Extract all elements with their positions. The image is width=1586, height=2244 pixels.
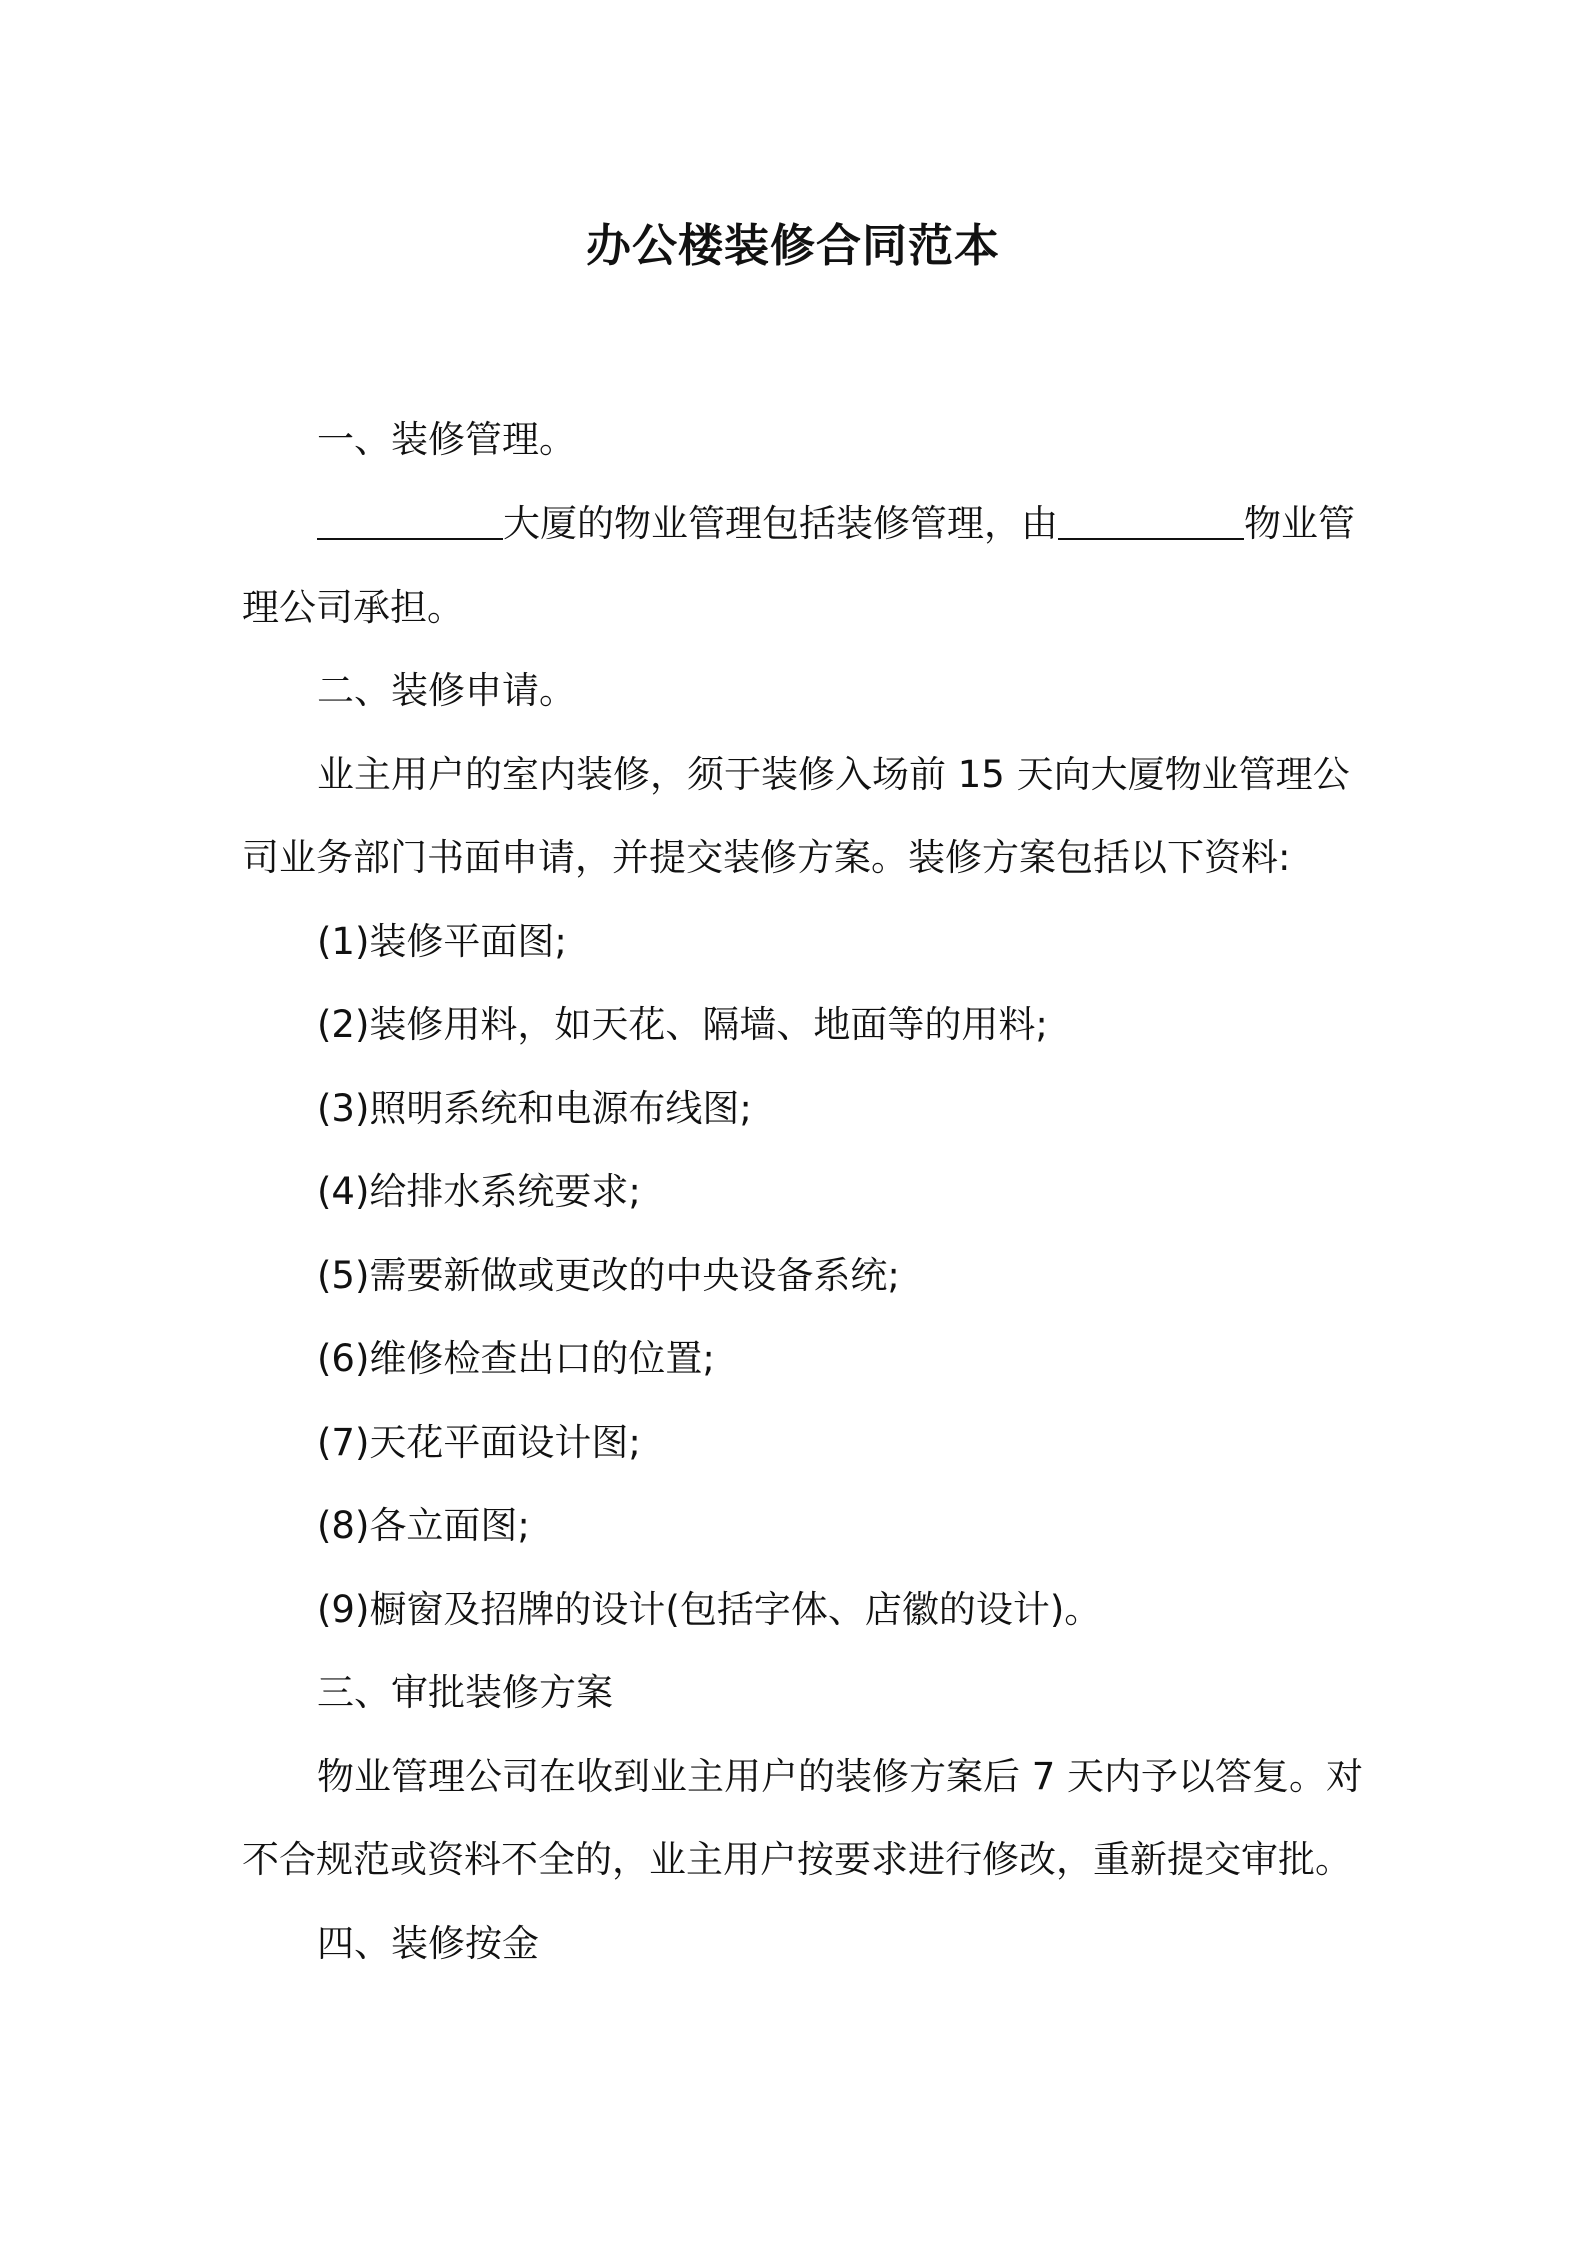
paragraph-line: 理公司承担。: [242, 586, 464, 629]
list-item: (5)需要新做或更改的中央设备系统;: [317, 1254, 900, 1297]
list-item: (2)装修用料，如天花、隔墙、地面等的用料;: [317, 1003, 1048, 1046]
fill-in-blank: [1058, 498, 1244, 540]
paragraph-line: 物业管理公司在收到业主用户的装修方案后 7 天内予以答复。对: [317, 1755, 1364, 1798]
list-item: (8)各立面图;: [317, 1504, 530, 1547]
paragraph-line: 不合规范或资料不全的，业主用户按要求进行修改，重新提交审批。: [242, 1838, 1352, 1881]
section-heading-3: 三、审批装修方案: [317, 1671, 613, 1714]
list-item: (9)橱窗及招牌的设计(包括字体、店徽的设计)。: [317, 1588, 1102, 1631]
section-heading-1: 一、装修管理。: [317, 418, 576, 461]
paragraph-line: 司业务部门书面申请，并提交装修方案。装修方案包括以下资料:: [242, 836, 1291, 879]
list-item: (3)照明系统和电源布线图;: [317, 1087, 752, 1130]
list-item: (1)装修平面图;: [317, 920, 567, 963]
section-heading-4: 四、装修按金: [317, 1922, 539, 1965]
paragraph-line: 业主用户的室内装修，须于装修入场前 15 天向大厦物业管理公: [317, 753, 1350, 796]
section-heading-2: 二、装修申请。: [317, 669, 576, 712]
list-item: (7)天花平面设计图;: [317, 1421, 641, 1464]
paragraph-line: [317, 498, 1355, 550]
paragraph-text: 物业管: [1244, 502, 1355, 545]
document-title: 办公楼装修合同范本: [585, 219, 1000, 272]
list-item: (6)维修检查出口的位置;: [317, 1337, 715, 1380]
paragraph-text: 大厦的物业管理包括装修管理，由: [503, 502, 1058, 545]
list-item: (4)给排水系统要求;: [317, 1170, 641, 1213]
fill-in-blank: [317, 498, 503, 540]
